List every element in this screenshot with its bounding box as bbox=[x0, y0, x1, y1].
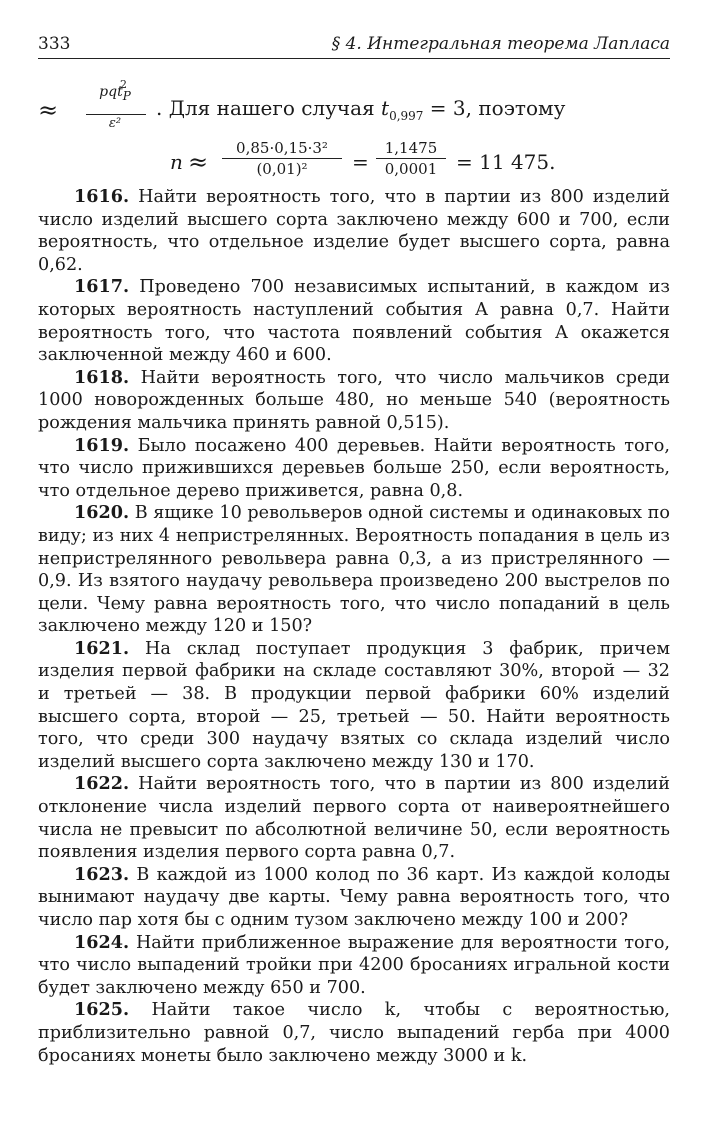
result-value: 11 475. bbox=[479, 150, 556, 174]
problem-number: 1618. bbox=[74, 366, 130, 388]
problem-1625 bbox=[38, 999, 670, 1067]
problem-text: На склад поступает продукция 3 фабрик, причем изделия первой фабрики на складе составляют 30%, второй — 32 и третьей — 38. В продукции первой фабрики 60% изделий высшего сорта, второй — 25, третьей — 50. Найти вероятность того, что среди 300 наудачу взятых со склада изделий число изделий высшего сорта заключено между 130 и 170. bbox=[38, 638, 671, 772]
fraction-numerator bbox=[74, 78, 156, 103]
problem-number: 1622. bbox=[74, 773, 130, 795]
problem-text: В ящике 10 револьверов одной системы и одинаковых по виду; из них 4 непристрелянных. Вероятность попадания в цель из непристрелянного револьвера равна 0,3, а из пристрелянного — 0,9. Из взятого наудачу револьвера произведено 200 выстрелов по цели. Чему равна вероятность того, что число попаданий в цель заключено между 120 и 150? bbox=[38, 503, 671, 637]
approx-sign: ≈ bbox=[38, 96, 59, 124]
page-number: 333 bbox=[38, 34, 71, 54]
text-before-t: Для нашего случая bbox=[168, 96, 382, 120]
fraction-numerator-subscript: P bbox=[122, 88, 131, 103]
problem-1622 bbox=[38, 773, 670, 863]
problem-number: 1623. bbox=[74, 863, 130, 885]
problem-1618 bbox=[38, 367, 670, 435]
problem-number: 1620. bbox=[74, 502, 130, 524]
problem-number: 1616. bbox=[74, 186, 130, 207]
problem-1624 bbox=[38, 932, 670, 1000]
problem-text: Найти приближенное выражение для вероятности того, что число выпадений тройки при 4200 бросаниях игральной кости будет заключено между 650 и 700. bbox=[38, 932, 670, 998]
problem-text: В каждой из 1000 колод по 36 карт. Из каждой колоды вынимают наудачу две карты. Чему равна вероятность того, что число пар хотя бы с одним тузом заключено между 100 и 200? bbox=[38, 864, 671, 930]
problem-1623 bbox=[38, 864, 670, 932]
problem-number: 1625. bbox=[74, 999, 130, 1021]
problem-1620 bbox=[38, 502, 670, 638]
page-header bbox=[38, 32, 670, 60]
fraction-1-denominator: (0,01)² bbox=[256, 160, 308, 178]
formula-result: = 11 475. bbox=[456, 150, 556, 174]
text-after-t: = 3, поэтому bbox=[423, 96, 566, 120]
problem-text: Найти вероятность того, что в партии из 800 изделий отклонение числа изделий первого сорта от наивероятнейшего числа не превысит по абсолютной величине 50, если вероятность появления изделия первого сорта равна 0,7. bbox=[38, 774, 671, 863]
fraction-numerator-exponent: 2 bbox=[120, 78, 127, 91]
problem-text: Проведено 700 независимых испытаний, в каждом из которых вероятность наступлений события А равна 0,7. Найти вероятность того, что частота появлений события А окажется заключенной между 460 и 600. bbox=[38, 277, 671, 366]
formula-line-1 bbox=[38, 78, 678, 134]
variable-n: n bbox=[170, 150, 183, 174]
fraction-numerator-text: pqt bbox=[99, 84, 123, 100]
fraction-2-denominator: 0,0001 bbox=[384, 160, 438, 178]
approx-sign-2: ≈ bbox=[188, 148, 209, 176]
problem-1621 bbox=[38, 638, 670, 774]
formula-line-2 bbox=[170, 138, 670, 188]
problem-number: 1619. bbox=[74, 434, 130, 456]
problem-text: Было посажено 400 деревьев. Найти вероятность того, что число прижившихся деревьев больше 250, если вероятность, что отдельное дерево приживется, равна 0,8. bbox=[38, 435, 670, 501]
problem-text: Найти такое число k, чтобы с вероятностью, приблизительно равной 0,7, число выпадений герба при 4000 бросаниях монеты было заключено между 3000 и k. bbox=[38, 1000, 670, 1066]
header-rule bbox=[38, 58, 670, 59]
fraction-2-numerator: 1,1475 bbox=[384, 139, 438, 157]
formula-line-1-text: . Для нашего случая $t_{0,997} = 3$, поэтому bbox=[156, 96, 566, 123]
problem-text: Найти вероятность того, что в партии из 800 изделий число изделий высшего сорта заключено между 600 и 700, если вероятность, что отдельное изделие будет высшего сорта, равна 0,62. bbox=[38, 187, 671, 275]
problem-1617 bbox=[38, 276, 670, 366]
problem-number: 1617. bbox=[74, 276, 130, 298]
t-subscript: 0,997 bbox=[389, 109, 424, 123]
fraction-1 bbox=[222, 138, 342, 179]
problem-text: Найти вероятность того, что число мальчиков среди 1000 новорожденных больше 480, но меньше 540 (вероятность рождения мальчика принять равной 0,515). bbox=[38, 367, 670, 433]
t-symbol: t bbox=[381, 96, 390, 120]
problems-list bbox=[38, 186, 670, 1067]
problem-1619 bbox=[38, 435, 670, 503]
equals-sign-1: = bbox=[352, 150, 369, 174]
problem-number: 1624. bbox=[74, 931, 130, 953]
fraction-bar bbox=[86, 114, 146, 115]
fraction-1-numerator: 0,85·0,15·3² bbox=[236, 139, 328, 157]
fraction-denominator: ε² bbox=[108, 116, 122, 131]
problem-number: 1621. bbox=[74, 637, 130, 659]
problem-1616 bbox=[38, 186, 670, 276]
section-title: § 4. Интегральная теорема Лапласа bbox=[331, 34, 670, 54]
fraction-2 bbox=[376, 138, 446, 179]
